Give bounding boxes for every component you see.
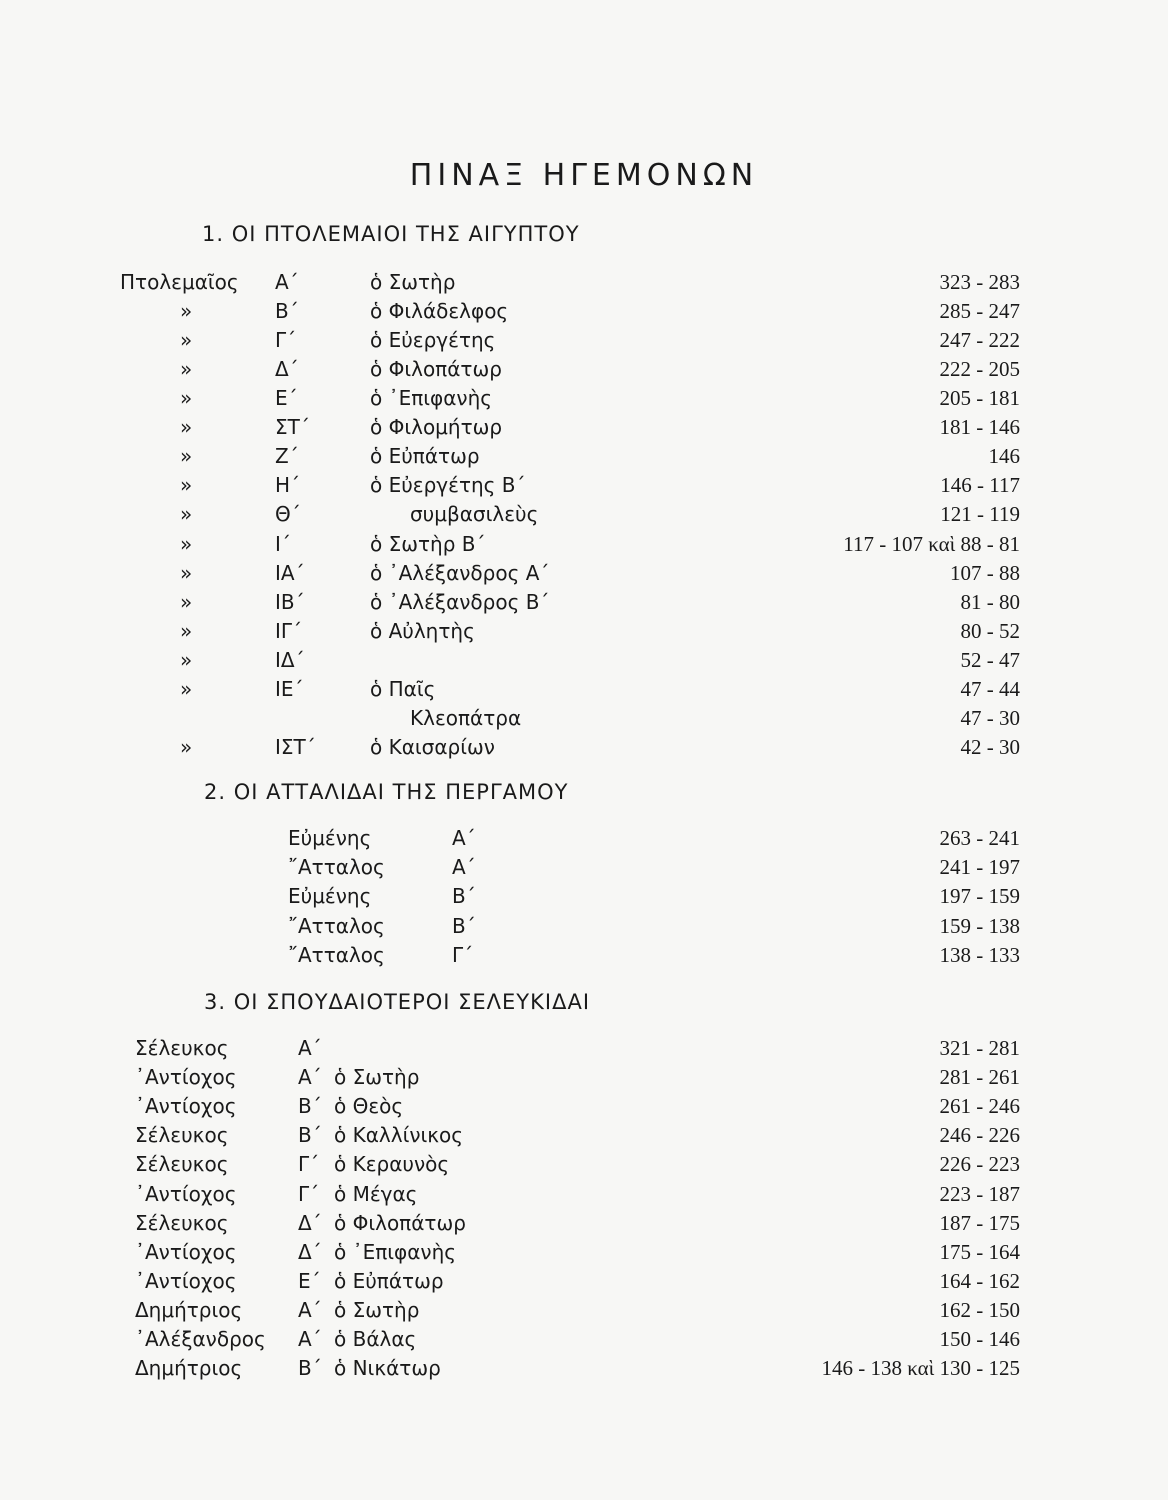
ruler-name: » [180, 589, 193, 614]
ruler-epithet: ὁ Αὐλητὴς [370, 618, 475, 643]
ruler-name: ᾿Αντίοχος [135, 1065, 237, 1090]
ruler-ordinal: Γ΄ [298, 1181, 320, 1206]
reign-years: 323 - 283 [939, 270, 1020, 294]
reign-years: 197 - 159 [939, 884, 1020, 909]
table-row [0, 1211, 1168, 1240]
reign-years: 162 - 150 [939, 1297, 1020, 1322]
reign-years: 52 - 47 [960, 647, 1020, 672]
table-row [0, 619, 1168, 648]
ruler-name: ῎Ατταλος [288, 942, 385, 967]
ruler-name: Σέλευκος [135, 1210, 229, 1235]
ruler-ordinal: Δ΄ [298, 1239, 322, 1264]
table-row [0, 1152, 1168, 1181]
table-row [0, 415, 1168, 444]
reign-years: 247 - 222 [939, 328, 1020, 353]
ruler-name: » [180, 560, 193, 585]
ruler-epithet: ὁ Φιλομήτωρ [370, 415, 503, 440]
table-row [0, 502, 1168, 531]
reign-years: 146 - 117 [940, 473, 1020, 498]
ruler-ordinal: ΙΒ΄ [275, 589, 305, 614]
reign-years: 261 - 246 [939, 1094, 1020, 1119]
ruler-name: Σέλευκος [135, 1036, 229, 1060]
reign-years: 281 - 261 [939, 1065, 1020, 1090]
table-row [0, 914, 1168, 943]
ruler-name: » [180, 531, 193, 556]
reign-years: 222 - 205 [939, 357, 1020, 382]
table-row [0, 328, 1168, 357]
ruler-ordinal: Α΄ [298, 1297, 322, 1322]
reign-years: 117 - 107 καὶ 88 - 81 [843, 531, 1020, 556]
ruler-name: Πτολεμαῖος [120, 270, 239, 294]
section-heading: 3. ΟΙ ΣΠΟΥΔΑΙΟΤΕΡΟΙ ΣΕΛΕΥΚΙΔΑΙ [204, 990, 591, 1014]
ruler-ordinal: Α΄ [298, 1065, 322, 1090]
ruler-name: ῎Ατταλος [288, 855, 385, 880]
table-row [0, 532, 1168, 561]
ruler-epithet: ὁ Κεραυνὸς [334, 1152, 450, 1177]
ruler-epithet: ὁ Φιλοπάτωρ [334, 1210, 466, 1235]
ruler-name: ᾿Αντίοχος [135, 1268, 237, 1293]
ruler-ordinal: Α΄ [298, 1036, 322, 1060]
ruler-ordinal: Ε΄ [275, 386, 298, 411]
ruler-ordinal: Β΄ [298, 1123, 322, 1148]
ruler-ordinal: Ζ΄ [275, 444, 299, 469]
ruler-ordinal: Γ΄ [275, 328, 297, 353]
ruler-epithet: ὁ Καλλίνικος [334, 1123, 464, 1148]
ruler-ordinal: Α΄ [452, 826, 476, 850]
table-row [0, 706, 1168, 735]
reign-years: 42 - 30 [960, 734, 1020, 759]
reign-years: 150 - 146 [939, 1327, 1020, 1351]
ruler-epithet: ὁ Βάλας [334, 1327, 417, 1351]
ruler-name: Σέλευκος [135, 1123, 229, 1148]
ruler-ordinal: Α΄ [275, 270, 299, 294]
ruler-name: » [180, 676, 193, 701]
table-row [0, 735, 1168, 764]
reign-years: 226 - 223 [939, 1152, 1020, 1177]
reign-years: 181 - 146 [939, 415, 1020, 440]
ruler-name: » [180, 386, 193, 411]
ruler-name: ᾿Αλέξανδρος [135, 1327, 266, 1351]
reign-years: 246 - 226 [939, 1123, 1020, 1148]
ruler-name: » [180, 473, 193, 498]
ruler-ordinal: Γ΄ [452, 942, 474, 967]
ruler-ordinal: ΙΔ΄ [275, 647, 305, 672]
table-row [0, 270, 1168, 299]
table-row [0, 677, 1168, 706]
reign-years: 164 - 162 [939, 1268, 1020, 1293]
ruler-ordinal: Ε΄ [298, 1268, 321, 1293]
reign-years: 285 - 247 [939, 299, 1020, 324]
ruler-ordinal: Β΄ [275, 299, 299, 324]
table-row [0, 1240, 1168, 1269]
table-row [0, 1298, 1168, 1327]
ruler-name: Εὐμένης [288, 884, 372, 909]
ruler-name: » [180, 328, 193, 353]
ruler-name: Δημήτριος [135, 1297, 243, 1322]
reign-years: 138 - 133 [939, 942, 1020, 967]
ruler-epithet: συμβασιλεὺς [410, 502, 539, 527]
ruler-name: » [180, 415, 193, 440]
ruler-ordinal: Β΄ [452, 913, 476, 938]
table-row [0, 826, 1168, 855]
reign-years: 223 - 187 [939, 1181, 1020, 1206]
ruler-ordinal: ΙΣΤ΄ [275, 734, 316, 759]
ruler-name: » [180, 299, 193, 324]
ruler-epithet: ὁ Εὐεργέτης [370, 328, 496, 353]
ruler-ordinal: ΙΓ΄ [275, 618, 303, 643]
table-row [0, 561, 1168, 590]
reign-years: 47 - 30 [960, 705, 1020, 730]
table-row [0, 884, 1168, 913]
ruler-epithet: ὁ Εὐεργέτης Β΄ [370, 473, 526, 498]
ruler-ordinal: Α΄ [298, 1327, 322, 1351]
reign-years: 80 - 52 [960, 618, 1020, 643]
ruler-epithet: ὁ Καισαρίων [370, 734, 495, 759]
reign-years: 121 - 119 [940, 502, 1020, 527]
page-title: ΠΙΝΑΞ ΗΓΕΜΟΝΩΝ [409, 158, 759, 193]
ruler-epithet: ὁ Σωτὴρ [334, 1065, 420, 1090]
table-row [0, 648, 1168, 677]
ruler-epithet: ὁ Παῖς [370, 676, 436, 701]
reign-years: 47 - 44 [960, 676, 1020, 701]
ruler-name: ῎Ατταλος [288, 913, 385, 938]
section-heading: 2. ΟΙ ΑΤΤΑΛΙΔΑΙ ΤΗΣ ΠΕΡΓΑΜΟΥ [204, 780, 569, 804]
table-row [0, 1269, 1168, 1298]
ruler-ordinal: Δ΄ [275, 357, 299, 382]
table-row [0, 1356, 1168, 1385]
ruler-ordinal: Ι΄ [275, 531, 291, 556]
ruler-ordinal: Γ΄ [298, 1152, 320, 1177]
ruler-ordinal: Θ΄ [275, 502, 301, 527]
ruler-epithet: ὁ Μέγας [334, 1181, 418, 1206]
table-row [0, 357, 1168, 386]
ruler-name: Εὐμένης [288, 826, 372, 850]
ruler-epithet: ὁ Σωτὴρ Β΄ [370, 531, 486, 556]
ruler-name: » [180, 357, 193, 382]
reign-years: 159 - 138 [939, 913, 1020, 938]
table-row [0, 386, 1168, 415]
ruler-ordinal: Β΄ [452, 884, 476, 909]
ruler-name: » [180, 502, 193, 527]
table-row [0, 855, 1168, 884]
ruler-name: Δημήτριος [135, 1356, 243, 1381]
table-row [0, 1327, 1168, 1356]
ruler-epithet: ὁ ᾿Αλέξανδρος Β΄ [370, 589, 550, 614]
ruler-ordinal: Α΄ [452, 855, 476, 880]
reign-years: 187 - 175 [939, 1210, 1020, 1235]
table-row [0, 444, 1168, 473]
ruler-name: » [180, 734, 193, 759]
ruler-epithet: ὁ ᾿Επιφανὴς [334, 1239, 457, 1264]
ruler-epithet: ὁ Σωτὴρ [370, 270, 456, 294]
table-row [0, 1036, 1168, 1065]
reign-years: 107 - 88 [950, 560, 1020, 585]
ruler-ordinal: ΣΤ΄ [275, 415, 310, 440]
ruler-epithet: ὁ Νικάτωρ [334, 1356, 441, 1381]
table-row [0, 1065, 1168, 1094]
table-row [0, 1182, 1168, 1211]
table-row [0, 473, 1168, 502]
reign-years: 263 - 241 [939, 826, 1020, 850]
ruler-name: ᾿Αντίοχος [135, 1094, 237, 1119]
table-row [0, 590, 1168, 619]
ruler-epithet: ὁ Εὐπάτωρ [334, 1268, 444, 1293]
ruler-name: Σέλευκος [135, 1152, 229, 1177]
ruler-epithet: ὁ Σωτὴρ [334, 1297, 420, 1322]
ruler-epithet: Κλεοπάτρα [410, 705, 522, 730]
reign-years: 146 - 138 καὶ 130 - 125 [821, 1356, 1020, 1381]
ruler-epithet: ὁ ᾿Αλέξανδρος Α΄ [370, 560, 550, 585]
ruler-name: » [180, 647, 193, 672]
ruler-epithet: ὁ Εὐπάτωρ [370, 444, 480, 469]
table-row [0, 299, 1168, 328]
ruler-ordinal: ΙΕ΄ [275, 676, 304, 701]
table-row [0, 1123, 1168, 1152]
ruler-ordinal: Δ΄ [298, 1210, 322, 1235]
section-heading: 1. ΟΙ ΠΤΟΛΕΜΑΙΟΙ ΤΗΣ ΑΙΓΥΠΤΟΥ [202, 222, 580, 246]
reign-years: 205 - 181 [939, 386, 1020, 411]
ruler-name: » [180, 444, 193, 469]
reign-years: 241 - 197 [939, 855, 1020, 880]
ruler-name: ᾿Αντίοχος [135, 1181, 237, 1206]
reign-years: 146 [988, 444, 1020, 469]
reign-years: 321 - 281 [939, 1036, 1020, 1060]
reign-years: 81 - 80 [960, 589, 1020, 614]
ruler-name: » [180, 618, 193, 643]
ruler-ordinal: ΙΑ΄ [275, 560, 305, 585]
ruler-ordinal: Β΄ [298, 1094, 322, 1119]
ruler-epithet: ὁ Θεὸς [334, 1094, 404, 1119]
ruler-ordinal: Η΄ [275, 473, 301, 498]
ruler-epithet: ὁ ᾿Επιφανὴς [370, 386, 493, 411]
table-row [0, 943, 1168, 972]
ruler-ordinal: Β΄ [298, 1356, 322, 1381]
ruler-epithet: ὁ Φιλάδελφος [370, 299, 509, 324]
ruler-name: ᾿Αντίοχος [135, 1239, 237, 1264]
table-row [0, 1094, 1168, 1123]
reign-years: 175 - 164 [939, 1239, 1020, 1264]
ruler-epithet: ὁ Φιλοπάτωρ [370, 357, 502, 382]
